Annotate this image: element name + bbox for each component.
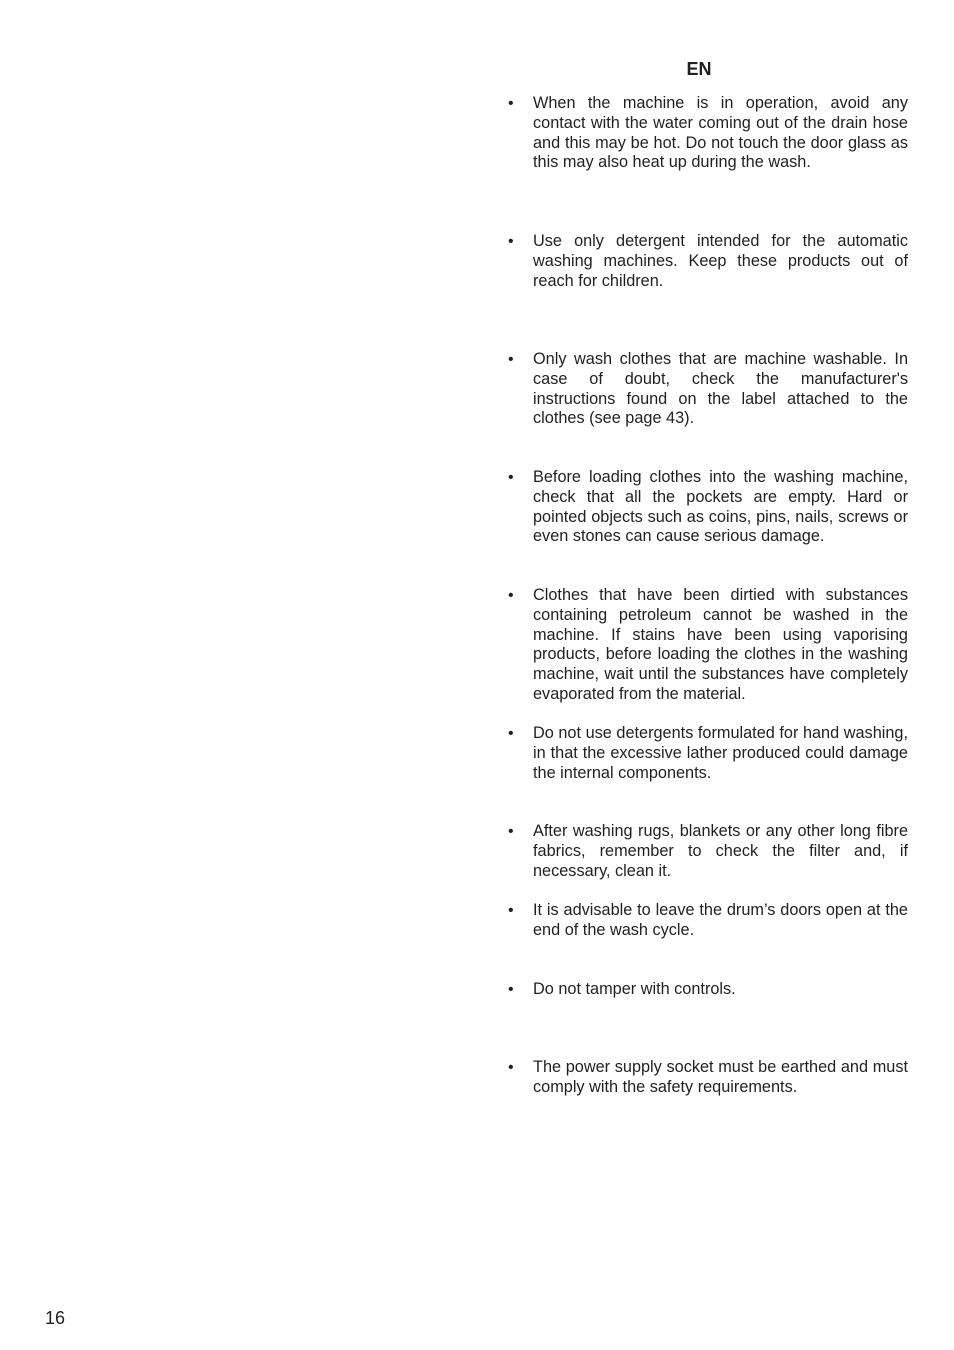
list-item-text: When the machine is in operation, avoid any contact with the water coming out of the drain hose and this may be hot. Do not touch the door glass as this may also heat up during the wash. xyxy=(533,94,908,172)
bullet-icon: • xyxy=(508,469,514,486)
bullet-icon: • xyxy=(508,725,514,742)
bullet-icon: • xyxy=(508,902,514,919)
bullet-icon: • xyxy=(508,981,514,998)
list-item-text: Before loading clothes into the washing machine, check that all the pockets are empty. Hard or pointed objects such as coins, pins, nails, screws or even stones can cause serious damage. xyxy=(533,468,908,546)
page-number: 16 xyxy=(45,1308,66,1328)
list-item-text: Use only detergent intended for the automatic washing machines. Keep these products out of reach for children. xyxy=(533,232,908,290)
list-item-text: After washing rugs, blankets or any other long fibre fabrics, remember to check the filter and, if necessary, clean it. xyxy=(533,822,908,880)
list-item-text: Only wash clothes that are machine washable. In case of doubt, check the manufacturer's instructions found on the label attached to the clothes (see page 43). xyxy=(533,350,908,428)
bullet-icon: • xyxy=(508,233,514,250)
bullet-icon: • xyxy=(508,351,514,368)
bullet-icon: • xyxy=(508,1059,514,1076)
language-header: EN xyxy=(686,59,712,79)
bullet-icon: • xyxy=(508,95,514,112)
list-item-text: It is advisable to leave the drum’s doors open at the end of the wash cycle. xyxy=(533,901,908,939)
bullet-icon: • xyxy=(508,823,514,840)
list-item-text: Do not tamper with controls. xyxy=(533,980,736,998)
list-item-text: Clothes that have been dirtied with substances containing petroleum cannot be washed in the machine. If stains have been using vaporising products, before loading the clothes in the washing machine, wait until the substances have completely evaporated from the material. xyxy=(533,586,908,703)
bullet-icon: • xyxy=(508,587,514,604)
list-item-text: The power supply socket must be earthed and must comply with the safety requirements. xyxy=(533,1058,908,1096)
list-item-text: Do not use detergents formulated for hand washing, in that the excessive lather produced could damage the internal components. xyxy=(533,724,908,782)
